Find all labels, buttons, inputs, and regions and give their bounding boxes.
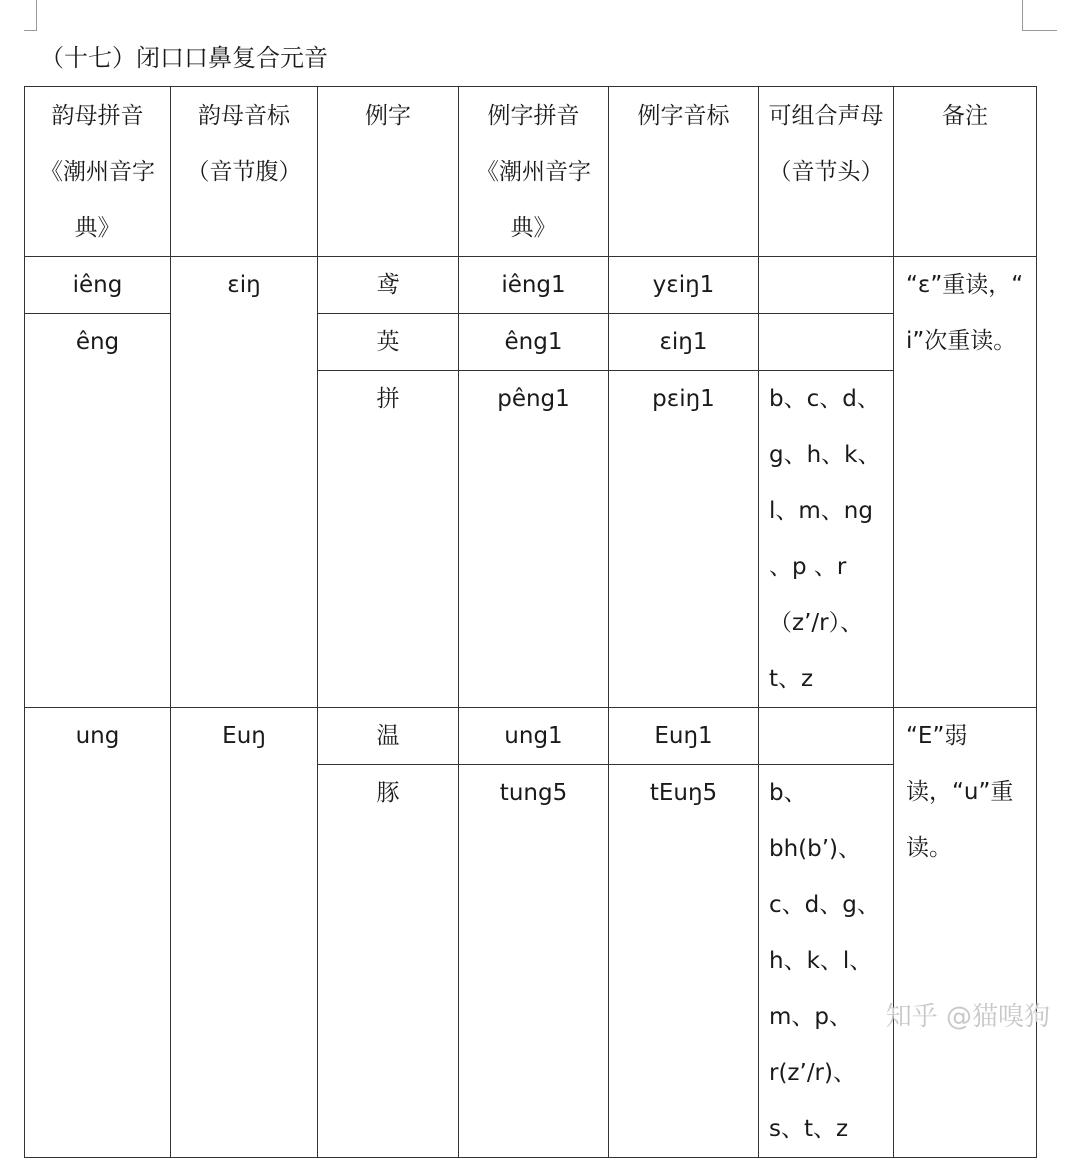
page-corner-mark-left <box>24 0 37 31</box>
example-char-cell: 鸢 <box>318 257 459 314</box>
final-pinyin-cell: êng <box>25 314 171 708</box>
final-pinyin-cell: iêng <box>25 257 171 314</box>
example-pinyin-cell: iêng1 <box>459 257 609 314</box>
initials-cell <box>759 708 894 765</box>
initials-cell: b、bh(b’)、c、d、g、h、k、l、m、p、r(z’/r)、s、t、z <box>759 765 894 1158</box>
table-row <box>25 257 1037 314</box>
example-ipa-cell: pɛiŋ1 <box>609 371 759 708</box>
section-title: （十七）闭口口鼻复合元音 <box>40 44 328 72</box>
example-ipa-cell: ɛiŋ1 <box>609 314 759 371</box>
header-note: 备注 <box>894 87 1037 257</box>
example-char-cell: 英 <box>318 314 459 371</box>
watermark: 知乎 @猫嗅狗 <box>885 1002 1050 1032</box>
header-initials: 可组合声母（音节头） <box>759 87 894 257</box>
example-char-cell: 拼 <box>318 371 459 708</box>
initials-cell <box>759 314 894 371</box>
note-cell: “E”弱读，“u”重读。 <box>894 708 1037 1158</box>
example-ipa-cell: yɛiŋ1 <box>609 257 759 314</box>
header-example-char: 例字 <box>318 87 459 257</box>
final-pinyin-cell: ung <box>25 708 171 1158</box>
final-ipa-cell: ɛiŋ <box>171 257 318 708</box>
example-ipa-cell: tEuŋ5 <box>609 765 759 1158</box>
header-final-ipa: 韵母音标（音节腹） <box>171 87 318 257</box>
example-pinyin-cell: êng1 <box>459 314 609 371</box>
example-char-cell: 温 <box>318 708 459 765</box>
header-example-pinyin: 例字拼音《潮州音字典》 <box>459 87 609 257</box>
note-cell: “ɛ”重读，“ i”次重读。 <box>894 257 1037 708</box>
table-header-row <box>25 87 1037 257</box>
initials-cell: b、c、d、g、h、k、l、m、ng 、p 、r（z’/r）、t、z <box>759 371 894 708</box>
example-ipa-cell: Euŋ1 <box>609 708 759 765</box>
initials-cell <box>759 257 894 314</box>
example-pinyin-cell: ung1 <box>459 708 609 765</box>
example-pinyin-cell: tung5 <box>459 765 609 1158</box>
page-corner-mark-right <box>1022 0 1057 31</box>
example-pinyin-cell: pêng1 <box>459 371 609 708</box>
final-ipa-cell: Euŋ <box>171 708 318 1158</box>
example-char-cell: 豚 <box>318 765 459 1158</box>
table-row <box>25 708 1037 765</box>
header-example-ipa: 例字音标 <box>609 87 759 257</box>
header-final-pinyin: 韵母拼音《潮州音字典》 <box>25 87 171 257</box>
